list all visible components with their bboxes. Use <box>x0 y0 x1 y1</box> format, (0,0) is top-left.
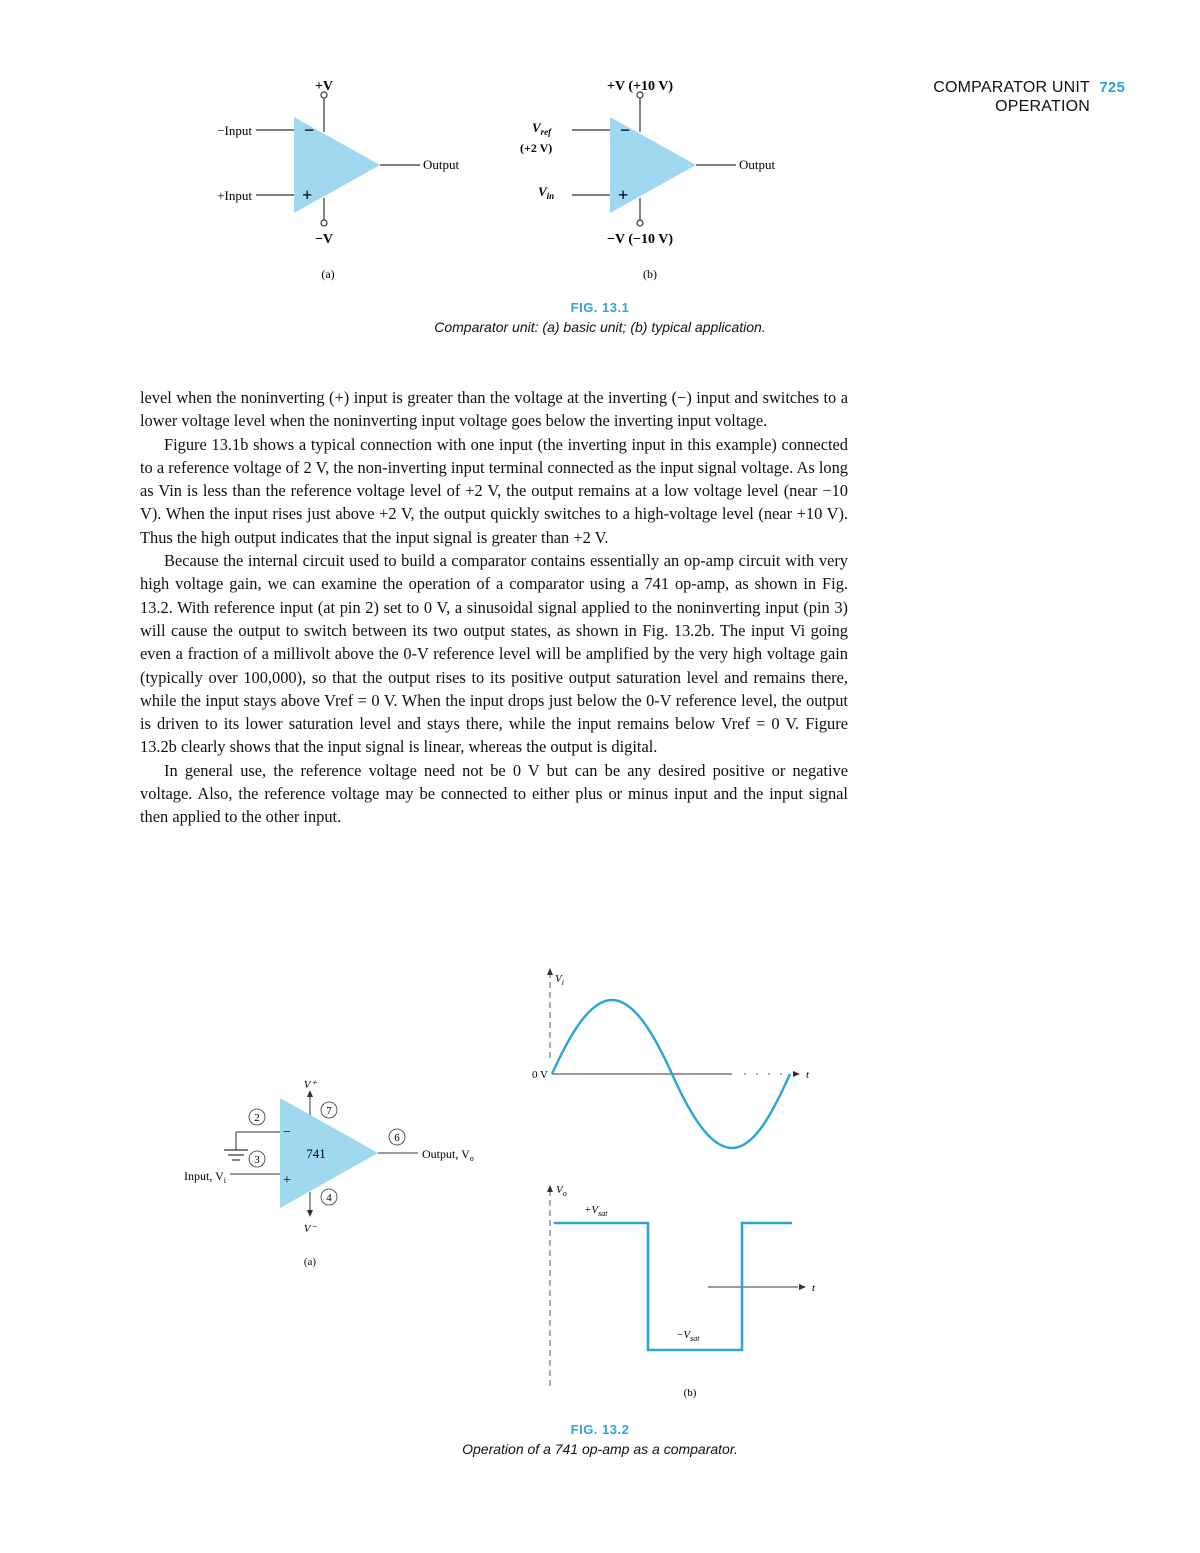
paragraph: level when the noninverting (+) input is greater than the voltage at the inverting (−) input and switches to a lower voltage level when the noninverting input voltage goes below the inverting input voltage. <box>140 388 848 431</box>
fig2a-v-plus: V⁺ <box>303 1079 317 1091</box>
fig1b-output: Output <box>739 157 776 172</box>
fig1a-neg-input: −Input <box>217 123 252 138</box>
fig2a-circuit <box>184 1079 474 1268</box>
fig1a-opamp <box>217 79 459 281</box>
fig2a-output-label: Output, $V_o$ <box>422 1147 474 1163</box>
caption-number: FIG. 13.1 <box>570 300 630 315</box>
figure-13-2-caption <box>0 1422 1200 1457</box>
paragraph: In general use, the reference voltage need not be 0 V but can be any desired positive or negative voltage. Also, the reference voltage may be connected to either plus or minus input and the input signal then applied to the other input. <box>140 760 848 827</box>
header-line-1: COMPARATOR UNIT <box>933 79 1090 96</box>
body-text <box>140 386 848 829</box>
figure-13-1 <box>180 70 840 290</box>
pin-2: 2 <box>254 1112 260 1124</box>
t-axis-label: t <box>806 1069 810 1081</box>
fig1b-sublabel: (b) <box>643 267 657 281</box>
paragraph: Figure 13.1b shows a typical connection with one input (the inverting input in this example) connected to a reference voltage of 2 V, the non-inverting input terminal connected as the input signal voltage. As long as Vin is less than the reference voltage level of +2 V, the output remains at a low voltage level (near −10 V). When the input rises just above +2 V, the output quickly switches to a high-voltage level (near +10 V). Thus the high output indicates that the input signal is greater than +2 V. <box>140 434 848 547</box>
fig2a-v-minus: V⁻ <box>303 1223 317 1235</box>
fig1a-pos-input: +Input <box>217 188 252 203</box>
fig2a-plus-sign: + <box>283 1173 291 1188</box>
running-header <box>933 78 1125 116</box>
pin-3: 3 <box>254 1154 260 1166</box>
vsat-neg-label: $-V_{sat}$ <box>676 1329 700 1343</box>
zero-v-label: 0 V <box>532 1069 548 1081</box>
fig1a-output: Output <box>423 157 460 172</box>
figure-13-2 <box>150 960 870 1410</box>
fig1b-vin-label: $V_{in}$ <box>538 184 555 201</box>
figure-13-1-caption <box>0 300 1200 335</box>
fig1b-opamp <box>520 79 776 281</box>
fig1a-minus-v: −V <box>314 232 334 247</box>
chip-label: 741 <box>306 1146 326 1161</box>
fig1a-minus-sign: − <box>304 120 315 140</box>
fig1a-plus-sign: + <box>302 185 313 205</box>
paragraph: Because the internal circuit used to build a comparator contains essentially an op-amp circuit with very high voltage gain, we can examine the operation of a comparator using a 741 op-amp, as shown in Fig. 13.2. With reference input (at pin 2) set to 0 V, a sinusoidal signal applied to the noninverting input (pin 3) will cause the output to switch between its two output states, as shown in Fig. 13.2b. The input Vi going even a fraction of a millivolt above the 0-V reference level will be amplified by the very high voltage gain (typically over 100,000), so that the output rises to its positive output saturation level and remains there, while the input stays above Vref = 0 V. When the input drops just below the 0-V reference level, the output is driven to its lower saturation level and stays there, while the input remains below Vref = 0 V. Figure 13.2b clearly shows that the input signal is linear, whereas the output is digital. <box>140 551 848 757</box>
pin-4: 4 <box>326 1192 332 1204</box>
t2-axis-label: t <box>812 1282 816 1294</box>
caption-text: Comparator unit: (a) basic unit; (b) typical application. <box>434 319 766 335</box>
fig2b-sublabel: (b) <box>683 1387 697 1399</box>
fig1a-plus-v: +V <box>314 79 334 94</box>
header-line-2: OPERATION <box>995 98 1090 115</box>
vo-axis-label: $V_o$ <box>556 1184 567 1198</box>
fig2b-waveforms <box>532 968 816 1399</box>
pin-6: 6 <box>394 1132 400 1144</box>
page-number: 725 <box>1099 79 1125 96</box>
fig1b-vref-label: $V_{ref}$ <box>532 120 552 137</box>
caption-number: FIG. 13.2 <box>570 1422 630 1437</box>
fig2a-sublabel: (a) <box>303 1256 317 1268</box>
fig1a-sublabel: (a) <box>321 267 335 281</box>
fig2a-minus-sign: − <box>283 1125 291 1140</box>
vsat-pos-label: $+V_{sat}$ <box>584 1204 608 1218</box>
pin-7: 7 <box>326 1105 332 1117</box>
caption-text: Operation of a 741 op-amp as a comparator. <box>462 1441 738 1457</box>
fig2a-input-label: Input, $V_i$ <box>183 1169 226 1185</box>
fig1b-plus-sign: + <box>618 185 629 205</box>
fig1b-minus-v: −V (−10 V) <box>607 232 673 247</box>
fig1b-minus-sign: − <box>620 120 631 140</box>
fig1b-plus-v: +V (+10 V) <box>607 79 673 94</box>
fig1b-vref-value: (+2 V) <box>520 141 553 155</box>
vi-axis-label: $V_i$ <box>555 973 564 987</box>
